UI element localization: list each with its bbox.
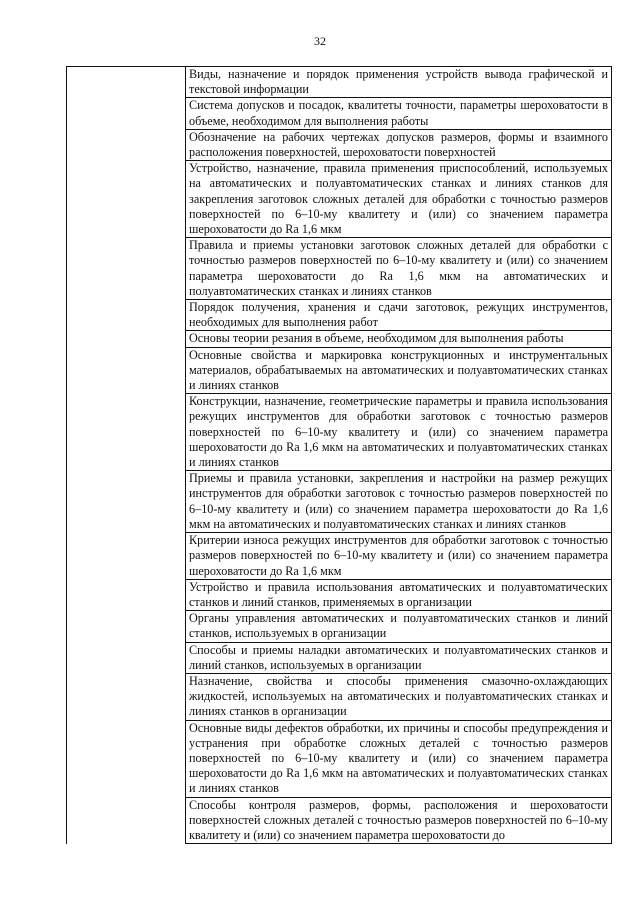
requirement-cell: Основы теории резания в объеме, необходимом для выполнения работы	[186, 331, 612, 347]
requirement-cell: Назначение, свойства и способы применения смазочно-охлаждающих жидкостей, используемых на автоматических и полуавтоматических станках и линиях станков в организации	[186, 673, 612, 720]
requirement-cell: Конструкции, назначение, геометрические параметры и правила использования режущих инструментов для обработки заготовок с точностью размеров поверхностей по 6–10-му квалитету и (или) со значением параметра шероховатости до Ra 1,6 мкм на автоматических и полуавтоматических станках и линиях станков	[186, 394, 612, 471]
requirement-cell: Приемы и правила установки, закрепления и настройки на размер режущих инструментов для обработки заготовок с точностью размеров поверхностей по 6–10-му квалитету и (или) со значением параметра шероховатости до Ra 1,6 мкм на автоматических и полуавтоматических станках и линиях станков	[186, 471, 612, 533]
requirement-cell: Основные виды дефектов обработки, их причины и способы предупреждения и устранения при обработке сложных деталей с точностью размеров поверхностей по 6–10-му квалитету и (или) со значением параметра шероховатости до Ra 1,6 мкм на автоматических и полуавтоматических станках и линиях станков	[186, 720, 612, 797]
table-row	[67, 67, 612, 98]
requirement-cell: Устройство и правила использования автоматических и полуавтоматических станков и линий станков, применяемых в организации	[186, 579, 612, 610]
requirement-cell: Система допусков и посадок, квалитеты точности, параметры шероховатости в объеме, необходимом для выполнения работы	[186, 98, 612, 129]
knowledge-requirements-table	[66, 66, 612, 844]
table-body	[67, 67, 612, 844]
label-column-cell	[67, 67, 186, 844]
requirement-cell: Порядок получения, хранения и сдачи заготовок, режущих инструментов, необходимых для выполнения работ	[186, 300, 612, 331]
requirement-cell: Обозначение на рабочих чертежах допусков размеров, формы и взаимного расположения поверхностей, шероховатости поверхностей	[186, 129, 612, 160]
requirement-cell: Способы и приемы наладки автоматических и полуавтоматических станков и линий станков, используемых в организации	[186, 642, 612, 673]
requirement-cell: Устройство, назначение, правила применения приспособлений, используемых на автоматических и полуавтоматических станках и линиях станков для закрепления заготовок сложных деталей для обработки с точностью размеров поверхностей по 6–10-му квалитету и (или) со значением параметра шероховатости до Ra 1,6 мкм	[186, 161, 612, 238]
requirement-cell: Органы управления автоматических и полуавтоматических станков и линий станков, используемых в организации	[186, 611, 612, 642]
requirement-cell: Критерии износа режущих инструментов для обработки заготовок с точностью размеров поверхностей по 6–10-му квалитету и (или) со значением параметра шероховатости до Ra 1,6 мкм	[186, 533, 612, 580]
requirement-cell: Основные свойства и маркировка конструкционных и инструментальных материалов, обрабатываемых на автоматических и полуавтоматических станках и линиях станков	[186, 347, 612, 394]
requirement-cell: Виды, назначение и порядок применения устройств вывода графической и текстовой информации	[186, 67, 612, 98]
page-number: 32	[314, 34, 326, 48]
requirement-cell: Правила и приемы установки заготовок сложных деталей для обработки с точностью размеров поверхностей по 6–10-му квалитету и (или) со значением параметра шероховатости до Ra 1,6 мкм на автоматических и полуавтоматических станках и линиях станков	[186, 238, 612, 300]
requirement-cell: Способы контроля размеров, формы, расположения и шероховатости поверхностей сложных деталей с точностью размеров поверхностей по 6–10-му квалитету и (или) со значением параметра шероховатости до	[186, 797, 612, 844]
